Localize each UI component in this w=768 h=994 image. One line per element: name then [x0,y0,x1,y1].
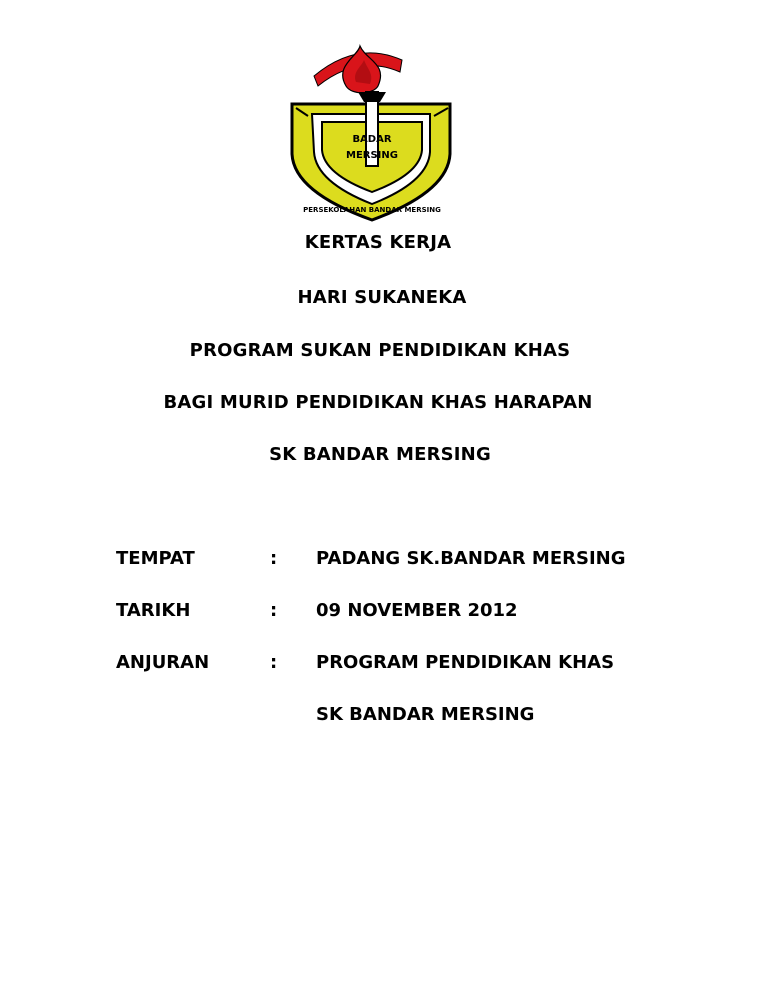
detail-separator: : [270,600,278,621]
detail-separator: : [270,548,278,569]
detail-value: 09 NOVEMBER 2012 [316,600,518,621]
title-line-bagi-murid: BAGI MURID PENDIDIKAN KHAS HARAPAN [163,392,593,413]
crest-emblem [262,42,486,230]
school-crest-logo [262,42,486,230]
crest-text-top: BADAR [352,134,392,145]
detail-value: PADANG SK.BANDAR MERSING [316,548,626,569]
detail-row-tarikh [0,600,768,628]
crest-text-bottom: MERSING [346,150,398,161]
title-line-program: PROGRAM SUKAN PENDIDIKAN KHAS [189,340,571,361]
title-line-hari-sukaneka: HARI SUKANEKA [297,287,467,308]
detail-row-anjuran-cont [0,704,768,732]
detail-label: ANJURAN [116,652,210,673]
detail-row-tempat [0,548,768,576]
detail-value: PROGRAM PENDIDIKAN KHAS [316,652,615,673]
detail-separator: : [270,652,278,673]
crest-ribbon-text: PERSEKOLAHAN BANDAR MERSING [303,206,441,214]
title-line-school: SK BANDAR MERSING [269,444,491,465]
detail-label: TARIKH [116,600,191,621]
detail-label: TEMPAT [116,548,195,569]
detail-row-anjuran [0,652,768,680]
detail-value: SK BANDAR MERSING [316,704,535,725]
title-line-kertas-kerja: KERTAS KERJA [304,232,452,253]
